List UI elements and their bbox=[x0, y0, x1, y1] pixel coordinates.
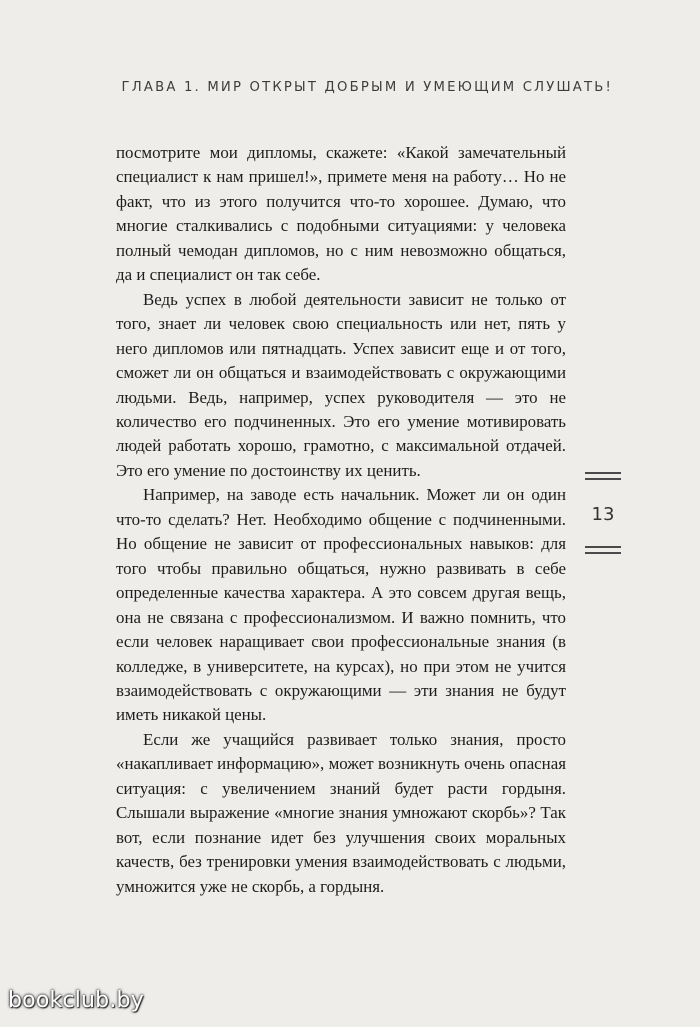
paragraph: посмотрите мои дипломы, скажете: «Какой замечательный специалист к нам пришел!», примете меня на работу… Но не факт, что из этого получится что-то хорошее. Думаю, что многие сталкивались с подобными ситуациями: у человека полный чемодан дипломов, но с ним невозможно общаться, да и специалист он так себе. bbox=[116, 143, 566, 285]
running-header: ГЛАВА 1. МИР ОТКРЫТ ДОБРЫМ И УМЕЮЩИМ СЛУШАТЬ! bbox=[121, 80, 613, 95]
page-number-marker bbox=[585, 472, 621, 554]
paragraph: Например, на заводе есть начальник. Может ли он один что-то сделать? Нет. Необходимо общение с подчиненными. Но общение не зависит от профессиональных навыков: для того чтобы правильно общаться, нужно развивать в себе определенные качества характера. А это совсем другая вещь, она не связана с профессионализмом. И важно помнить, что если человек наращивает свои профессиональные знания (в колледже, в университете, на курсах), но при этом не учится взаимодействовать с окружающими — эти знания не будут иметь никакой цены. bbox=[116, 485, 566, 725]
double-rule-bottom bbox=[585, 546, 621, 554]
paragraph: Если же учащийся развивает только знания, просто «накапливает информацию», может возникнуть очень опасная ситуация: с увеличением знаний будет расти гордыня. Слышали выражение «многие знания умножают скорбь»? Так вот, если познание идет без улучшения своих моральных качеств, без тренировки умения взаимодействовать с людьми, умножится уже не скорбь, а гордыня. bbox=[116, 729, 566, 896]
page-number: 13 bbox=[591, 504, 615, 525]
watermark: bookclub.by bbox=[8, 988, 144, 1013]
body-text bbox=[116, 141, 566, 899]
double-rule-top bbox=[585, 472, 621, 480]
paragraph: Ведь успех в любой деятельности зависит не только от того, знает ли человек свою специальность или нет, пять у него дипломов или пятнадцать. Успех зависит еще и от того, сможет ли он общаться и взаимодействовать с окружающими людьми. Ведь, например, успех руководителя — это не количество его подчиненных. Это его умение мотивировать людей работать хорошо, грамотно, с максимальной отдачей. Это его умение по достоинству их ценить. bbox=[116, 289, 566, 480]
